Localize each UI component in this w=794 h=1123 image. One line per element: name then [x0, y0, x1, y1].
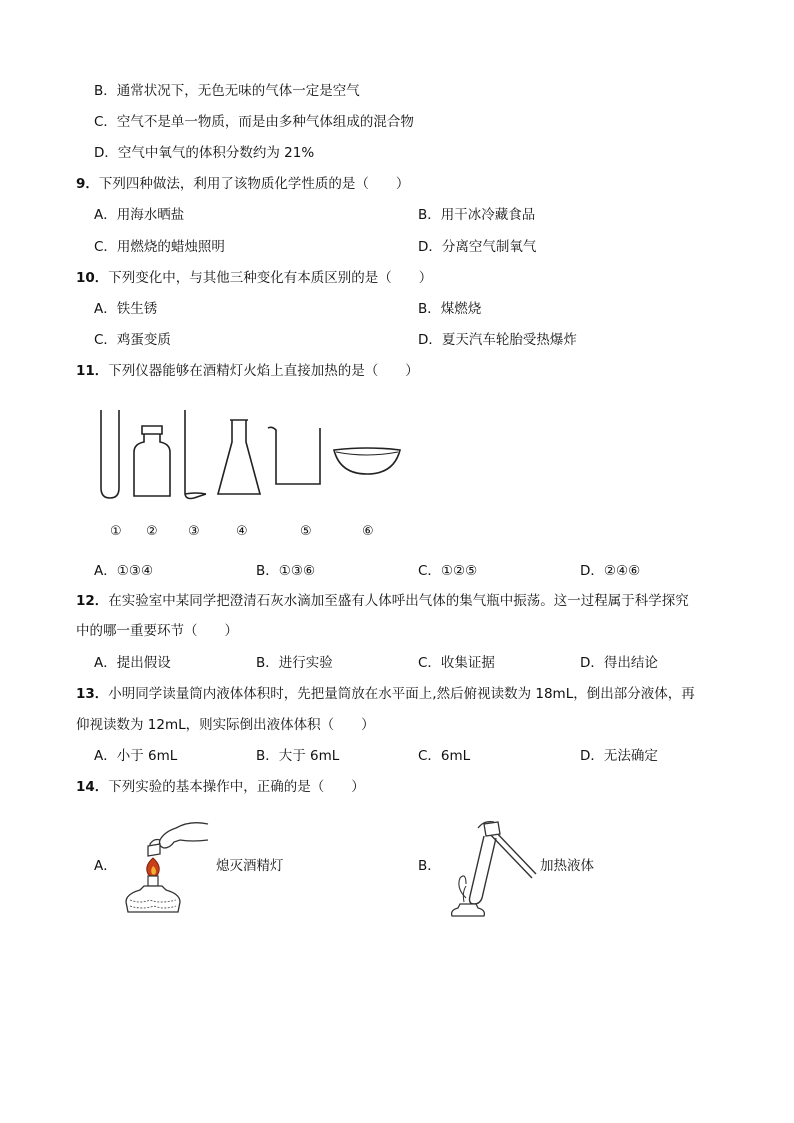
q9-option-d: D．分离空气制氧气 — [418, 239, 537, 255]
q11-option-d: D．②④⑥ — [580, 563, 641, 579]
q12-number: 12． — [76, 593, 109, 609]
q13-number: 13． — [76, 686, 109, 702]
q13-stem-line1 — [76, 684, 695, 704]
instrument-label-2: ② — [146, 524, 158, 539]
q9-stem — [76, 174, 409, 194]
q11-text: 下列仪器能够在酒精灯火焰上直接加热的是（ ） — [108, 363, 419, 379]
q9-text: 下列四种做法，利用了该物质化学性质的是（ ） — [98, 176, 410, 192]
q12-option-d: D．得出结论 — [580, 655, 658, 671]
q14-number: 14． — [76, 779, 109, 795]
q10-stem — [76, 268, 432, 288]
q12-stem-line1 — [76, 591, 689, 611]
heating-liquid-icon — [440, 818, 536, 918]
q14-option-b-caption: 加热液体 — [540, 858, 594, 874]
q12-text-1: 在实验室中某同学把澄清石灰水滴加至盛有人体呼出气体的集气瓶中振荡。这一过程属于科学探究 — [108, 593, 689, 609]
q9-option-b: B．用干冰冷藏食品 — [418, 207, 536, 223]
q11-stem — [76, 361, 419, 381]
q14-option-a-caption: 熄灭酒精灯 — [216, 858, 284, 874]
test-tube-icon — [96, 408, 126, 500]
q14-option-b-letter: B． — [418, 858, 441, 874]
q10-number: 10． — [76, 270, 109, 286]
q13-option-d: D．无法确定 — [580, 748, 658, 764]
instrument-label-3: ③ — [188, 524, 200, 539]
instrument-label-5: ⑤ — [300, 524, 312, 539]
reagent-bottle-icon — [130, 424, 174, 498]
q11-option-a: A．①③④ — [94, 563, 154, 579]
q14-text: 下列实验的基本操作中，正确的是（ ） — [108, 779, 365, 795]
q9-number: 9． — [76, 176, 99, 192]
q13-option-a: A．小于 6mL — [94, 748, 178, 764]
q9-option-c: C．用燃烧的蜡烛照明 — [94, 239, 225, 255]
combustion-spoon-icon — [180, 408, 210, 500]
q11-option-c: C．①②⑤ — [418, 563, 478, 579]
q10-option-b: B．煤燃烧 — [418, 301, 482, 317]
q8-option-b: B．通常状况下，无色无味的气体一定是空气 — [94, 83, 360, 99]
q13-option-b: B．大于 6mL — [256, 748, 340, 764]
q12-option-a: A．提出假设 — [94, 655, 171, 671]
alcohol-lamp-blowing-icon — [120, 818, 212, 918]
q10-text: 下列变化中，与其他三种变化有本质区别的是（ ） — [108, 270, 433, 286]
q13-option-c: C．6mL — [418, 748, 471, 764]
q14-stem — [76, 777, 365, 797]
q12-option-c: C．收集证据 — [418, 655, 495, 671]
q10-option-c: C．鸡蛋变质 — [94, 332, 171, 348]
q12-option-b: B．进行实验 — [256, 655, 333, 671]
q14-option-a-letter: A． — [94, 858, 117, 874]
q10-option-d: D．夏天汽车轮胎受热爆炸 — [418, 332, 577, 348]
q8-option-c: C．空气不是单一物质，而是由多种气体组成的混合物 — [94, 114, 414, 130]
evaporating-dish-icon — [332, 446, 402, 478]
instrument-label-6: ⑥ — [362, 524, 374, 539]
q11-number: 11． — [76, 363, 109, 379]
q13-stem-line2: 仰视读数为 12mL，则实际倒出液体体积（ ） — [76, 717, 375, 733]
q12-stem-line2: 中的哪一重要环节（ ） — [76, 623, 238, 639]
q8-option-d: D．空气中氧气的体积分数约为 21% — [94, 145, 315, 161]
conical-flask-icon — [214, 418, 264, 498]
q9-option-a: A．用海水晒盐 — [94, 207, 185, 223]
q10-option-a: A．铁生锈 — [94, 301, 158, 317]
q11-option-b: B．①③⑥ — [256, 563, 316, 579]
q13-text-1: 小明同学读量筒内液体体积时，先把量筒放在水平面上,然后俯视读数为 18mL，倒出部分液体，再 — [108, 686, 695, 702]
beaker-icon — [266, 424, 326, 488]
instrument-label-4: ④ — [236, 524, 248, 539]
instrument-label-1: ① — [110, 524, 122, 539]
